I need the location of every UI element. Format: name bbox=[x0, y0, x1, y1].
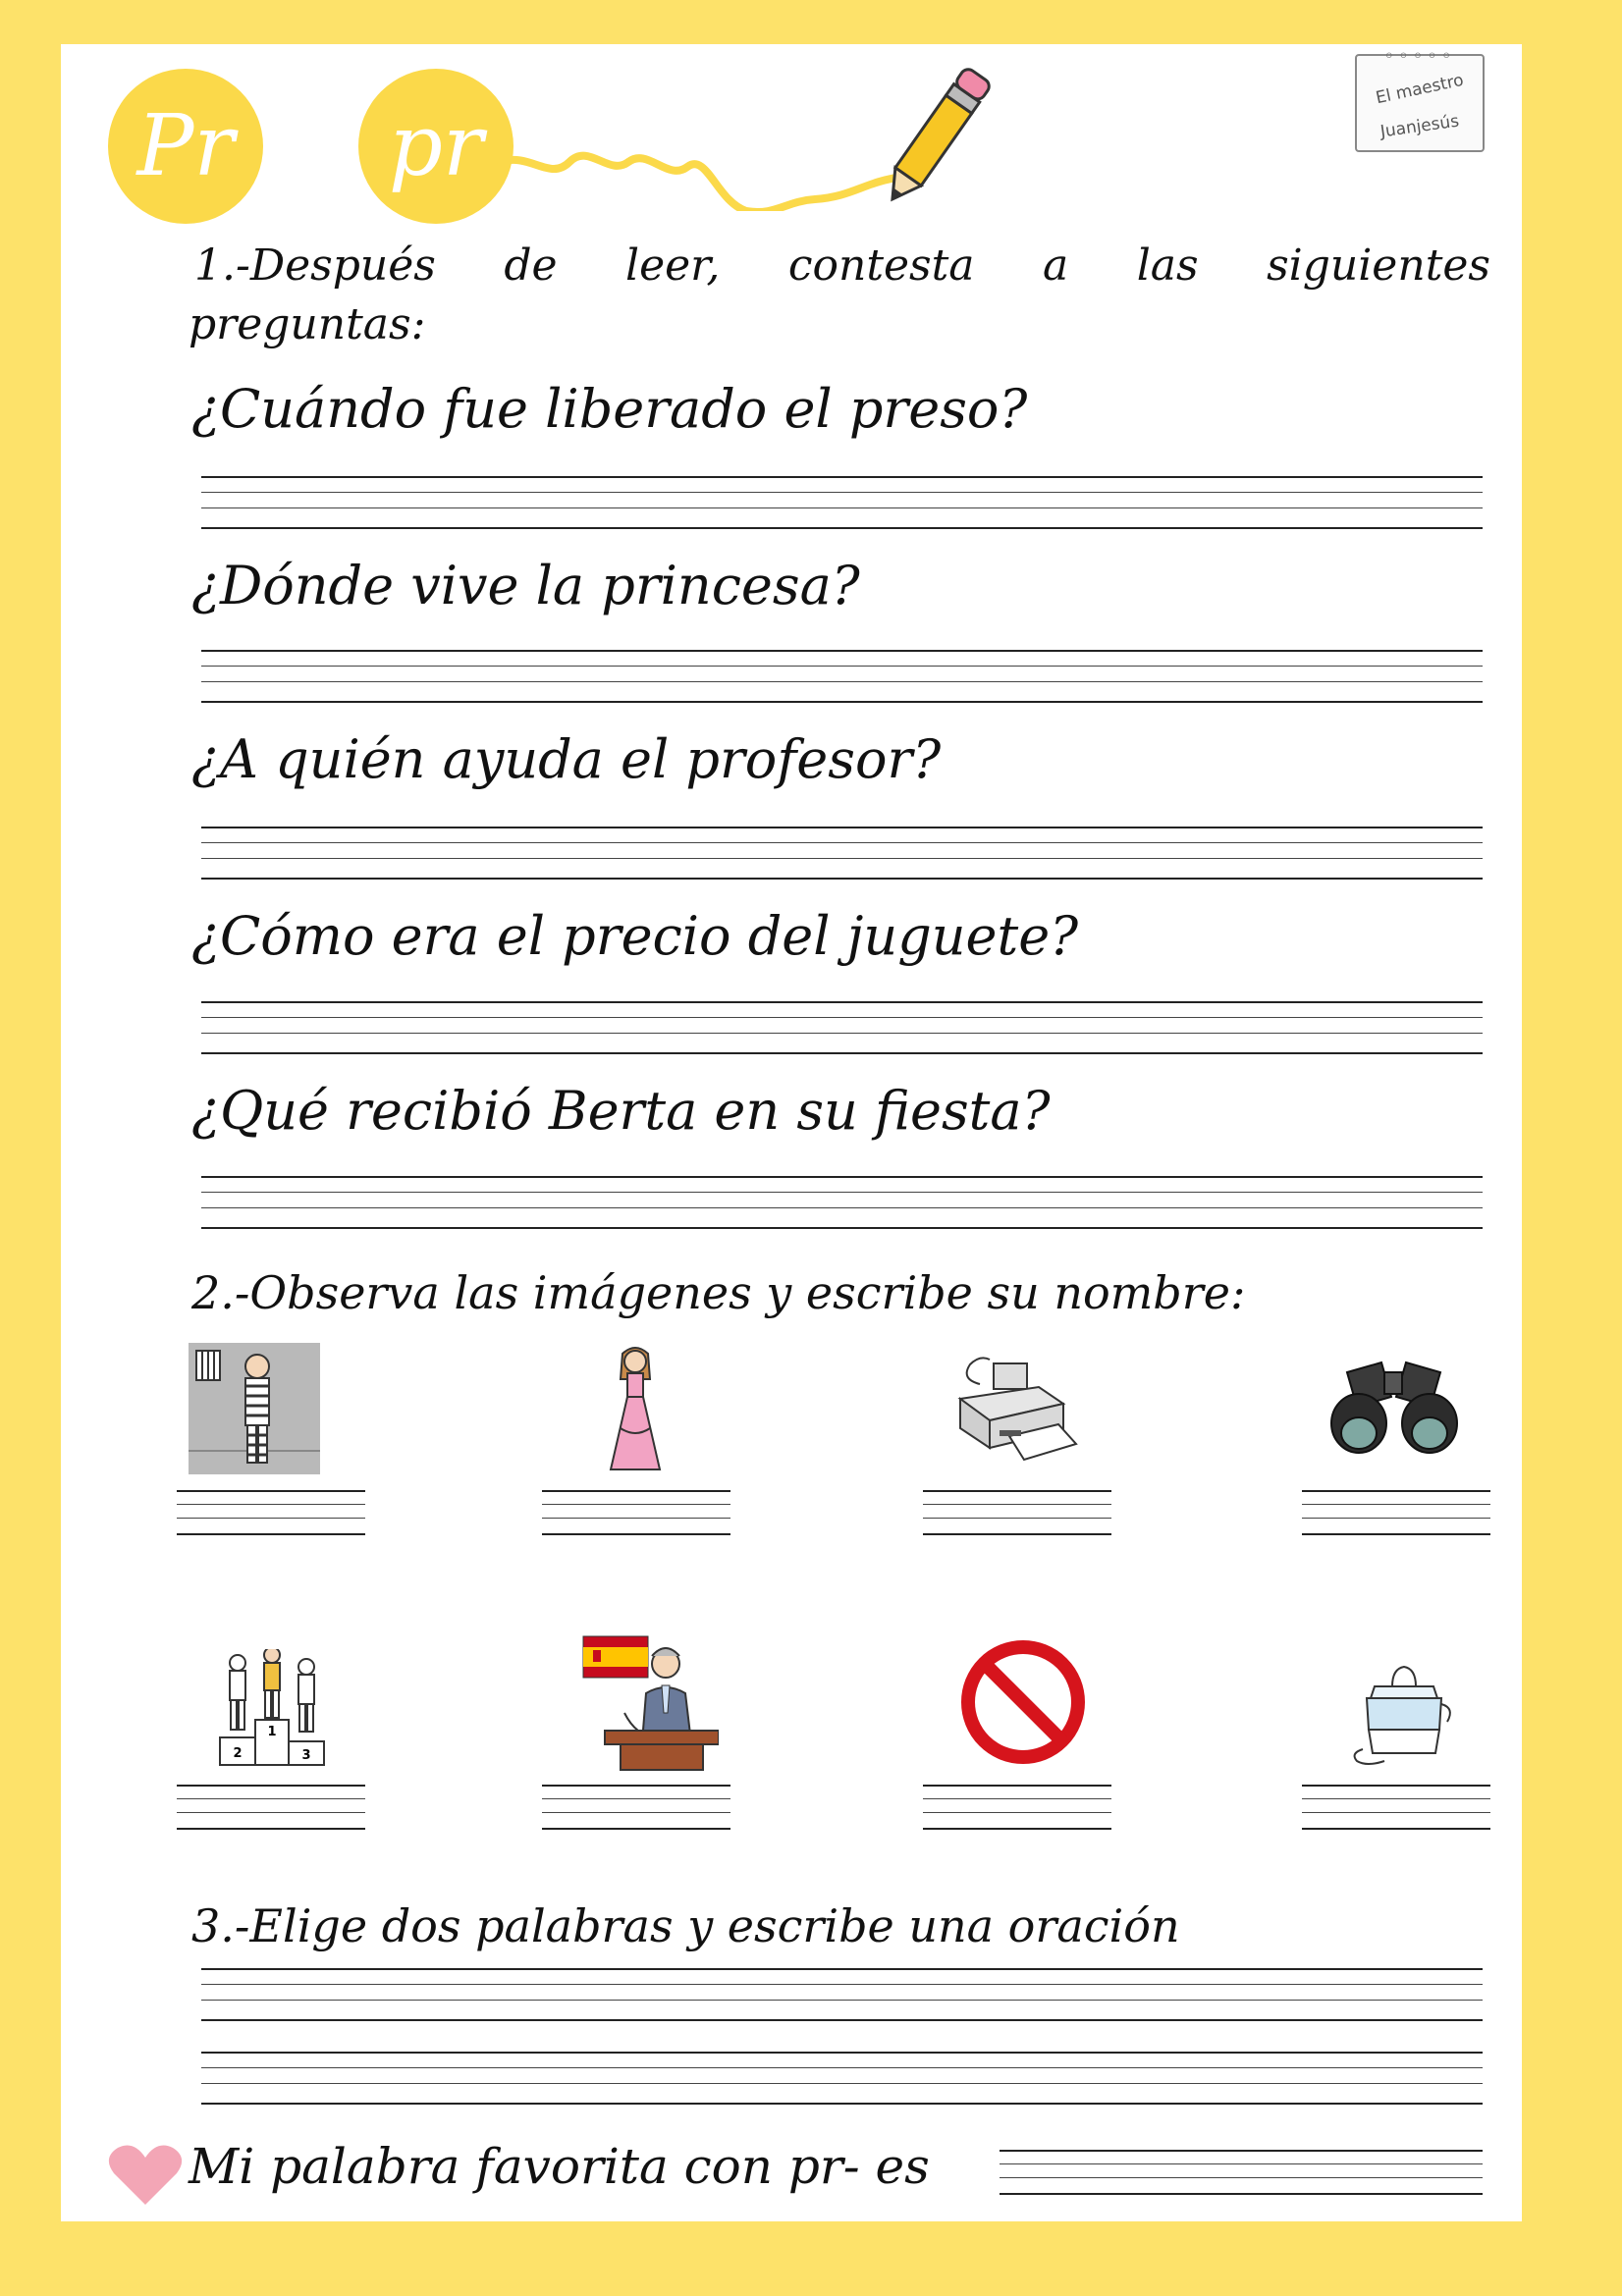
heart-icon bbox=[106, 2142, 185, 2209]
juicer-icon bbox=[1345, 1659, 1463, 1767]
lowercase-letter-circle: pr bbox=[358, 69, 514, 224]
question-2: ¿Dónde vive la princesa? bbox=[191, 555, 860, 616]
favorite-word-lines[interactable] bbox=[1000, 2150, 1483, 2205]
image-answer-lines-8[interactable] bbox=[1302, 1785, 1490, 1840]
image-answer-lines-2[interactable] bbox=[542, 1490, 730, 1545]
answer-lines-5[interactable] bbox=[201, 1176, 1483, 1235]
prisoner-icon bbox=[189, 1343, 320, 1474]
president-icon bbox=[581, 1634, 719, 1772]
princess-icon bbox=[601, 1340, 670, 1477]
image-answer-lines-3[interactable] bbox=[923, 1490, 1111, 1545]
podium-icon bbox=[218, 1649, 326, 1767]
answer-lines-1[interactable] bbox=[201, 476, 1483, 535]
author-logo bbox=[1355, 46, 1485, 152]
image-answer-lines-4[interactable] bbox=[1302, 1490, 1490, 1545]
question-4: ¿Cómo era el precio del juguete? bbox=[191, 905, 1079, 967]
logo-line1: El maestro bbox=[1374, 70, 1466, 109]
prohibited-icon bbox=[958, 1637, 1088, 1767]
question-3: ¿A quién ayuda el profesor? bbox=[191, 728, 942, 790]
sentence-lines-1[interactable] bbox=[201, 1968, 1483, 2027]
image-answer-lines-7[interactable] bbox=[923, 1785, 1111, 1840]
notebook-rings-icon: ◦◦◦◦◦ bbox=[1383, 46, 1456, 67]
uppercase-letter-circle: Pr bbox=[108, 69, 263, 224]
pencil-squiggle-icon bbox=[491, 54, 1001, 211]
image-answer-lines-1[interactable] bbox=[177, 1490, 365, 1545]
section1-instruction-line1: 1.-Después de leer, contesta a las siguientes bbox=[194, 240, 1490, 291]
podium-place-2: 2 bbox=[233, 1746, 243, 1761]
favorite-word-prompt: Mi palabra favorita con pr- es bbox=[189, 2138, 930, 2195]
image-answer-lines-6[interactable] bbox=[542, 1785, 730, 1840]
section1-instruction-line2: preguntas: bbox=[189, 299, 426, 349]
section3-instruction: 3.-Elige dos palabras y escribe una oración bbox=[191, 1899, 1180, 1952]
printer-icon bbox=[950, 1350, 1078, 1468]
logo-line2: Juanjesús bbox=[1379, 111, 1461, 142]
image-answer-lines-5[interactable] bbox=[177, 1785, 365, 1840]
binoculars-icon bbox=[1327, 1353, 1460, 1461]
question-1: ¿Cuándo fue liberado el preso? bbox=[191, 378, 1028, 440]
sentence-lines-2[interactable] bbox=[201, 2052, 1483, 2110]
question-5: ¿Qué recibió Berta en su fiesta? bbox=[191, 1080, 1051, 1142]
answer-lines-2[interactable] bbox=[201, 650, 1483, 709]
answer-lines-4[interactable] bbox=[201, 1001, 1483, 1060]
answer-lines-3[interactable] bbox=[201, 827, 1483, 885]
podium-place-3: 3 bbox=[301, 1748, 311, 1763]
podium-place-1: 1 bbox=[267, 1725, 277, 1739]
section2-instruction: 2.-Observa las imágenes y escribe su nombre: bbox=[191, 1266, 1246, 1319]
